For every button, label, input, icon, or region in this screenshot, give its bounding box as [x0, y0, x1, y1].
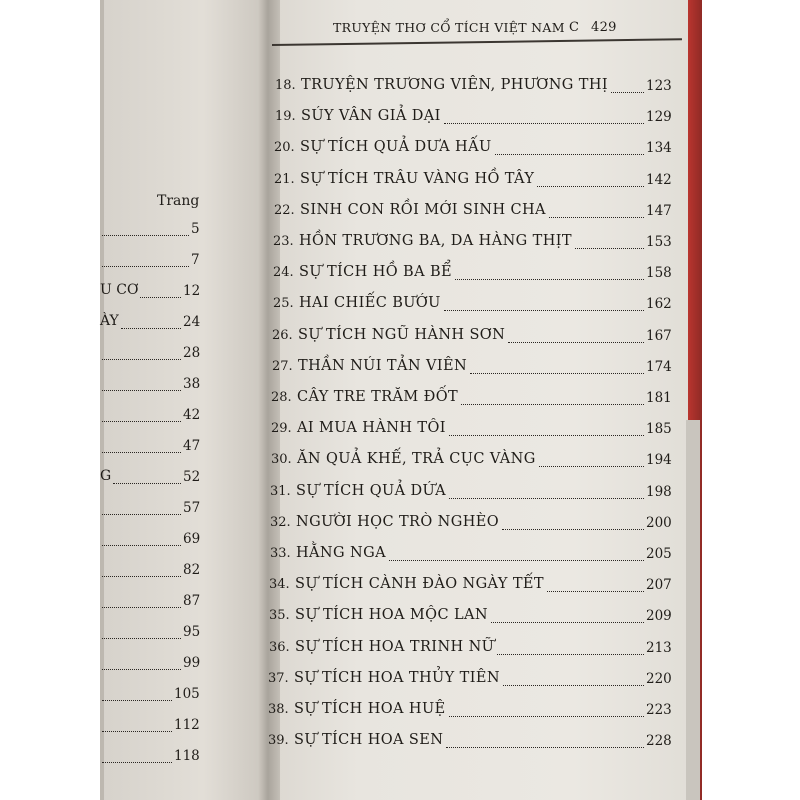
toc-page-number: 158 [646, 265, 672, 281]
left-toc-page-number: 5 [191, 221, 200, 237]
toc-number: 26. [272, 328, 293, 343]
toc-row [273, 233, 680, 259]
toc-leader-dots [611, 92, 644, 93]
toc-title: TRUYỆN TRƯƠNG VIÊN, PHƯƠNG THỊ [301, 77, 609, 93]
toc-page-number: 134 [646, 140, 672, 156]
toc-leader-dots [449, 716, 644, 717]
left-toc-leader-dots [102, 514, 181, 515]
toc-leader-dots [495, 154, 644, 155]
left-toc-page-number: 105 [174, 686, 200, 702]
left-toc-page-number: 24 [183, 314, 201, 330]
toc-number: 21. [274, 172, 295, 187]
left-toc-page-number: 57 [183, 500, 201, 516]
toc-row [268, 701, 680, 727]
left-toc-title: G [100, 468, 112, 484]
toc-title: HỒN TRƯƠNG BA, DA HÀNG THỊT [299, 233, 572, 249]
left-toc-leader-dots [102, 421, 181, 422]
toc-page-number: 162 [646, 296, 672, 312]
toc-title: SỰ TÍCH HOA TRINH NỮ [295, 639, 495, 655]
left-toc-leader-dots [102, 235, 189, 236]
toc-row [270, 514, 680, 540]
toc-title: SỰ TÍCH HỒ BA BỂ [299, 264, 453, 280]
header-page-number: 429 [591, 20, 617, 35]
toc-row [271, 451, 680, 477]
toc-row [268, 670, 680, 696]
toc-title: ĂN QUẢ KHẾ, TRẢ CỤC VÀNG [297, 451, 536, 467]
toc-page-number: 185 [646, 421, 672, 437]
left-toc-row [100, 313, 260, 329]
toc-number: 37. [268, 671, 289, 686]
left-toc-page-number: 95 [183, 624, 201, 640]
toc-number: 34. [269, 577, 290, 592]
toc-number: 28. [271, 390, 292, 405]
header-mark: C [569, 20, 580, 35]
toc-number: 36. [269, 640, 290, 655]
toc-leader-dots [444, 310, 644, 311]
left-toc-page-number: 69 [183, 531, 201, 547]
left-column-label: Trang [157, 193, 200, 209]
left-toc-leader-dots [102, 669, 181, 670]
toc-title: SÚY VÂN GIẢ DẠI [301, 108, 441, 124]
toc-row [270, 483, 680, 509]
toc-title: SỰ TÍCH HOA HUỆ [294, 701, 446, 717]
toc-page-number: 181 [646, 390, 672, 406]
toc-page-number: 123 [646, 78, 672, 94]
toc-row [269, 639, 680, 665]
toc-page-number: 228 [646, 733, 672, 749]
toc-page-number: 194 [646, 452, 672, 468]
toc-leader-dots [508, 342, 644, 343]
toc-title: HẰNG NGA [296, 545, 386, 561]
toc-leader-dots [449, 498, 644, 499]
toc-title: SỰ TÍCH QUẢ DỨA [296, 483, 447, 499]
left-toc-page-number: 118 [174, 748, 200, 764]
toc-number: 38. [268, 702, 289, 717]
toc-leader-dots [549, 217, 644, 218]
toc-page-number: 153 [646, 234, 672, 250]
toc-page-number: 167 [646, 328, 672, 344]
left-toc-leader-dots [102, 731, 172, 732]
left-toc-page-number: 52 [183, 469, 201, 485]
toc-page-number: 205 [646, 546, 672, 562]
left-toc-page-number: 42 [183, 407, 201, 423]
toc-row [275, 77, 680, 103]
left-toc-leader-dots [102, 390, 181, 391]
header-title: TRUYỆN THƠ CỔ TÍCH VIỆT NAM [333, 20, 565, 35]
toc-number: 30. [271, 452, 292, 467]
toc-number: 29. [271, 421, 292, 436]
toc-title: NGƯỜI HỌC TRÒ NGHÈO [296, 514, 500, 530]
toc-title: SỰ TÍCH NGŨ HÀNH SƠN [298, 327, 506, 343]
toc-title: THẦN NÚI TẢN VIÊN [298, 358, 468, 374]
toc-title: SINH CON RỒI MỚI SINH CHA [300, 202, 546, 218]
toc-leader-dots [537, 186, 644, 187]
left-toc-page-number: 28 [183, 345, 201, 361]
toc-title: SỰ TÍCH HOA SEN [294, 732, 444, 748]
white-margin-right [690, 0, 800, 800]
toc-page-number: 174 [646, 359, 672, 375]
left-toc-leader-dots [140, 297, 181, 298]
toc-page-number: 223 [646, 702, 672, 718]
toc-page-number: 142 [646, 172, 672, 188]
toc-number: 23. [273, 234, 294, 249]
toc-row [273, 264, 680, 290]
page-edge-lower [686, 420, 700, 800]
toc-row [272, 358, 680, 384]
toc-row [274, 202, 680, 228]
toc-page-number: 207 [646, 577, 672, 593]
toc-leader-dots [539, 466, 644, 467]
toc-leader-dots [575, 248, 644, 249]
toc-leader-dots [449, 435, 644, 436]
left-toc-row [100, 468, 260, 484]
toc-row [271, 420, 680, 446]
toc-number: 19. [275, 109, 296, 124]
toc-number: 27. [272, 359, 293, 374]
toc-leader-dots [497, 654, 644, 655]
toc-number: 35. [269, 608, 290, 623]
toc-leader-dots [470, 373, 644, 374]
left-toc-leader-dots [102, 452, 181, 453]
left-toc-leader-dots [102, 762, 172, 763]
toc-row [268, 732, 680, 758]
toc-title: SỰ TÍCH CÀNH ĐÀO NGÀY TẾT [295, 576, 544, 592]
toc-page-number: 147 [646, 203, 672, 219]
toc-row [272, 327, 680, 353]
toc-title: SỰ TÍCH HOA MỘC LAN [295, 607, 488, 623]
toc-number: 20. [274, 140, 295, 155]
toc-page-number: 213 [646, 640, 672, 656]
left-toc-page-number: 12 [183, 283, 201, 299]
left-toc-leader-dots [102, 266, 189, 267]
left-toc-leader-dots [102, 545, 181, 546]
white-margin-left [0, 0, 100, 800]
left-page-edge [100, 0, 104, 800]
toc-title: CÂY TRE TRĂM ĐỐT [297, 389, 459, 405]
toc-row [274, 171, 680, 197]
left-page [100, 0, 272, 800]
toc-page-number: 209 [646, 608, 672, 624]
toc-number: 39. [268, 733, 289, 748]
toc-row [269, 607, 680, 633]
running-header [333, 20, 623, 42]
left-toc-leader-dots [121, 328, 181, 329]
left-toc-page-number: 112 [174, 717, 200, 733]
toc-row [273, 295, 680, 321]
left-toc-leader-dots [102, 607, 181, 608]
toc-number: 31. [270, 484, 291, 499]
toc-number: 33. [270, 546, 291, 561]
left-toc-row [100, 282, 260, 298]
toc-leader-dots [547, 591, 644, 592]
left-toc-leader-dots [102, 576, 181, 577]
toc-title: HAI CHIẾC BƯỚU [299, 295, 441, 311]
left-toc-leader-dots [102, 359, 181, 360]
toc-number: 22. [274, 203, 295, 218]
toc-title: SỰ TÍCH QUẢ DƯA HẤU [300, 139, 492, 155]
left-toc-page-number: 82 [183, 562, 201, 578]
toc-leader-dots [444, 123, 644, 124]
toc-row [274, 139, 680, 165]
toc-leader-dots [461, 404, 644, 405]
left-toc-leader-dots [113, 483, 181, 484]
toc-page-number: 220 [646, 671, 672, 687]
toc-leader-dots [503, 685, 644, 686]
toc-row [270, 545, 680, 571]
toc-row [275, 108, 680, 134]
toc-number: 32. [270, 515, 291, 530]
toc-page-number: 200 [646, 515, 672, 531]
toc-page-number: 129 [646, 109, 672, 125]
toc-number: 25. [273, 296, 294, 311]
toc-title: SỰ TÍCH TRÂU VÀNG HỒ TÂY [300, 171, 535, 187]
toc-number: 24. [273, 265, 294, 280]
toc-page-number: 198 [646, 484, 672, 500]
left-toc-page-number: 87 [183, 593, 201, 609]
toc-leader-dots [502, 529, 644, 530]
toc-leader-dots [389, 560, 644, 561]
left-toc-page-number: 38 [183, 376, 201, 392]
toc-number: 18. [275, 78, 296, 93]
left-toc-page-number: 7 [191, 252, 200, 268]
left-toc-leader-dots [102, 638, 181, 639]
toc-leader-dots [491, 622, 644, 623]
toc-title: AI MUA HÀNH TÔI [297, 420, 446, 436]
left-toc-leader-dots [102, 700, 172, 701]
left-toc-title: ÀY [100, 313, 119, 329]
toc-leader-dots [446, 747, 644, 748]
left-toc-page-number: 47 [183, 438, 201, 454]
left-toc-title: U CƠ [100, 282, 139, 298]
toc-row [269, 576, 680, 602]
toc-row [271, 389, 680, 415]
toc-leader-dots [455, 279, 644, 280]
left-toc-page-number: 99 [183, 655, 201, 671]
toc-title: SỰ TÍCH HOA THỦY TIÊN [294, 670, 500, 686]
